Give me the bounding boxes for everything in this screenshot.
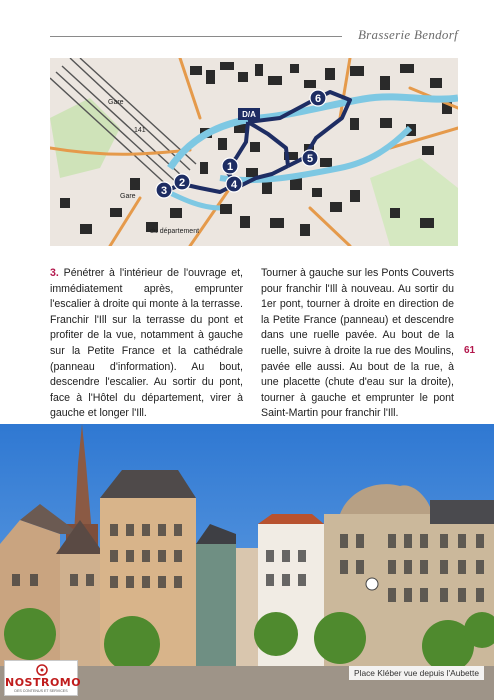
photo-caption: Place Kléber vue depuis l'Aubette [349,666,484,680]
route-marker-5: 5 [306,153,314,165]
map-label-141: 141 [134,127,146,134]
route-marker-1: 1 [226,161,234,173]
logo-name: NOSTROMO [5,676,82,689]
route-marker-6: 6 [314,93,322,105]
left-body-text: Pénétrer à l'intérieur de l'ouvrage et, immédiatement après, emprunter l'escalier à droite qui monte à la terrasse. Franchir l'Ill sur la terrasse du pont et profiter de la vue, notamment à gauche sur la Petite France et la cathédrale (panneau d'information). Au bout, descendre l'escalier. Au sortir du pont, face à l'Hôtel du département, virer à gauche et longer l'Ill. [50,267,243,420]
route-map [50,58,458,246]
header-rule [50,36,342,37]
text-column-left [50,266,243,422]
map-label-gare-2: Gare [120,193,136,200]
route-marker-3: 3 [160,185,168,197]
page-number: 61 [464,345,476,356]
start-label: D/A [242,110,256,119]
nostromo-logo [4,660,82,696]
logo-tagline: DES CONTENUS ET SERVICES [14,689,68,693]
text-column-right [261,266,454,422]
running-header-title: Brasserie Bendorf [357,27,458,42]
right-body-text: Tourner à gauche sur les Ponts Couverts pour franchir l'Ill à nouveau. Au sortir du 1er pont, tourner à droite en direction de la Petite France (panneau) et descendre dans une ruelle pavée. Au bout de la ruelle, suivre à droite la rue des Moulins, pavée elle aussi. Au bout de la rue, à une placette (chute d'eau sur la droite), tourner à gauche et emprunter le pont Saint-Martin pour franchir l'Ill. [261,267,454,420]
map-label-gare: Gare [108,99,124,106]
route-marker-2: 2 [178,177,186,189]
route-marker-4: 4 [230,179,238,191]
place-kleber-photo [0,424,494,700]
map-label-departement: du département [150,228,200,235]
ship-wheel-icon [32,663,52,677]
step-number: 3. [50,267,59,279]
